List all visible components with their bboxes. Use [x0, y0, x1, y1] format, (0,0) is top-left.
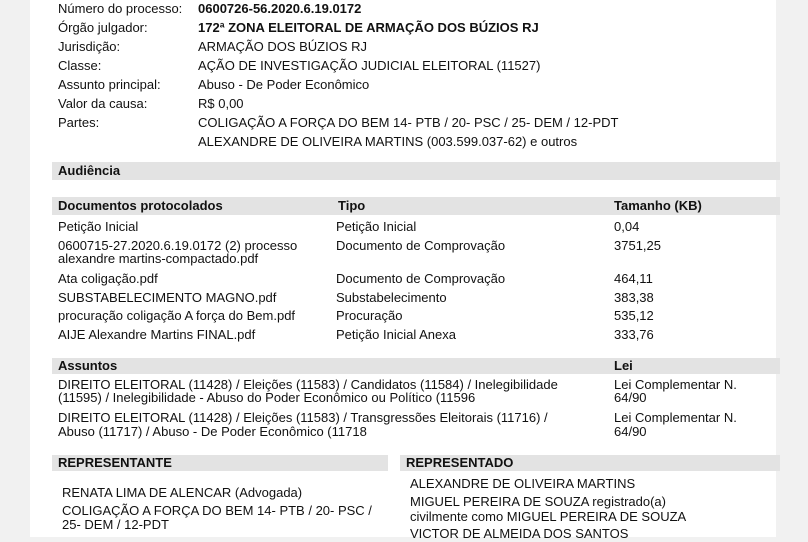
partes-value: COLIGAÇÃO A FORÇA DO BEM 14- PTB / 20- PSC / 25- DEM / 12-PDT — [198, 115, 619, 130]
classe-label: Classe: — [58, 58, 102, 73]
doc-size: 0,04 — [614, 219, 640, 234]
valor-causa-value: R$ 0,00 — [198, 96, 244, 111]
doc-type: Procuração — [336, 308, 403, 323]
representado-line: VICTOR DE ALMEIDA DOS SANTOS — [410, 526, 629, 541]
documents-header-size: Tamanho (KB) — [614, 198, 702, 213]
assunto-law-line2: 64/90 — [614, 390, 647, 405]
orgao-label: Órgão julgador: — [58, 20, 148, 35]
representante-line: COLIGAÇÃO A FORÇA DO BEM 14- PTB / 20- PSC / — [62, 503, 372, 518]
valor-causa-label: Valor da causa: — [58, 96, 148, 111]
doc-type: Substabelecimento — [336, 290, 447, 305]
doc-name: 0600715-27.2020.6.19.0172 (2) processo — [58, 238, 298, 253]
doc-size: 3751,25 — [614, 238, 661, 253]
assunto-law-line1: Lei Complementar N. — [614, 377, 737, 392]
doc-size: 333,76 — [614, 327, 654, 342]
representado-header — [400, 455, 780, 471]
doc-name: SUBSTABELECIMENTO MAGNO.pdf — [58, 290, 277, 305]
jurisdicao-label: Jurisdição: — [58, 39, 121, 54]
doc-name: Ata coligação.pdf — [58, 271, 158, 286]
assunto-line1: DIREITO ELEITORAL (11428) / Eleições (11583) / Candidatos (11584) / Inelegibilidade — [58, 377, 558, 392]
doc-name: Petição Inicial — [58, 219, 139, 234]
doc-size: 535,12 — [614, 308, 654, 323]
assunto-line2: (11595) / Inelegibilidade - Abuso do Poder Econômico ou Político (11596 — [58, 390, 476, 405]
assunto-law-line1: Lei Complementar N. — [614, 410, 737, 425]
assuntos-header — [52, 358, 780, 374]
doc-type: Documento de Comprovação — [336, 238, 506, 253]
representado-line: ALEXANDRE DE OLIVEIRA MARTINS — [410, 476, 636, 491]
audiencia-header — [52, 162, 780, 180]
partes-label: Partes: — [58, 115, 100, 130]
assunto-principal-label: Assunto principal: — [58, 77, 161, 92]
representado-title: REPRESENTADO — [406, 455, 514, 470]
representante-title: REPRESENTANTE — [58, 455, 172, 470]
audiencia-title: Audiência — [58, 163, 121, 178]
orgao-value: 172ª ZONA ELEITORAL DE ARMAÇÃO DOS BÚZIOS RJ — [198, 20, 539, 35]
doc-type: Petição Inicial Anexa — [336, 327, 456, 342]
assunto-line1: DIREITO ELEITORAL (11428) / Eleições (11583) / Transgressões Eleitorais (11716) / — [58, 410, 548, 425]
documents-header — [52, 197, 780, 215]
representante-line: 25- DEM / 12-PDT — [62, 517, 169, 532]
doc-type: Petição Inicial — [336, 219, 417, 234]
doc-size: 464,11 — [614, 271, 653, 286]
representado-line: civilmente como MIGUEL PEREIRA DE SOUZA — [410, 509, 687, 524]
jurisdicao-value: ARMAÇÃO DOS BÚZIOS RJ — [198, 39, 368, 54]
representado-line: MIGUEL PEREIRA DE SOUZA registrado(a) — [410, 494, 666, 509]
documents-header-name: Documentos protocolados — [58, 198, 223, 213]
partes-value-line2: ALEXANDRE DE OLIVEIRA MARTINS (003.599.037-62) e outros — [198, 134, 578, 149]
classe-value: AÇÃO DE INVESTIGAÇÃO JUDICIAL ELEITORAL (11527) — [198, 58, 541, 73]
assunto-line2: Abuso (11717) / Abuso - De Poder Econômico (11718 — [58, 424, 367, 439]
assunto-law-line2: 64/90 — [614, 424, 647, 439]
representante-header — [52, 455, 388, 471]
doc-name: AIJE Alexandre Martins FINAL.pdf — [58, 327, 256, 342]
assunto-principal-value: Abuso - De Poder Econômico — [198, 77, 370, 92]
assuntos-header-law: Lei — [614, 358, 633, 373]
doc-name: procuração coligação A força do Bem.pdf — [58, 308, 296, 323]
doc-size: 383,38 — [614, 290, 654, 305]
documents-header-type: Tipo — [338, 198, 366, 213]
doc-type: Documento de Comprovação — [336, 271, 506, 286]
representante-line: RENATA LIMA DE ALENCAR (Advogada) — [62, 485, 303, 500]
doc-name-line2: alexandre martins-compactado.pdf — [58, 251, 259, 266]
assuntos-header-subject: Assuntos — [58, 358, 118, 373]
process-number-value: 0600726-56.2020.6.19.0172 — [198, 1, 362, 16]
process-number-label: Número do processo: — [58, 1, 183, 16]
document-page — [30, 0, 776, 541]
